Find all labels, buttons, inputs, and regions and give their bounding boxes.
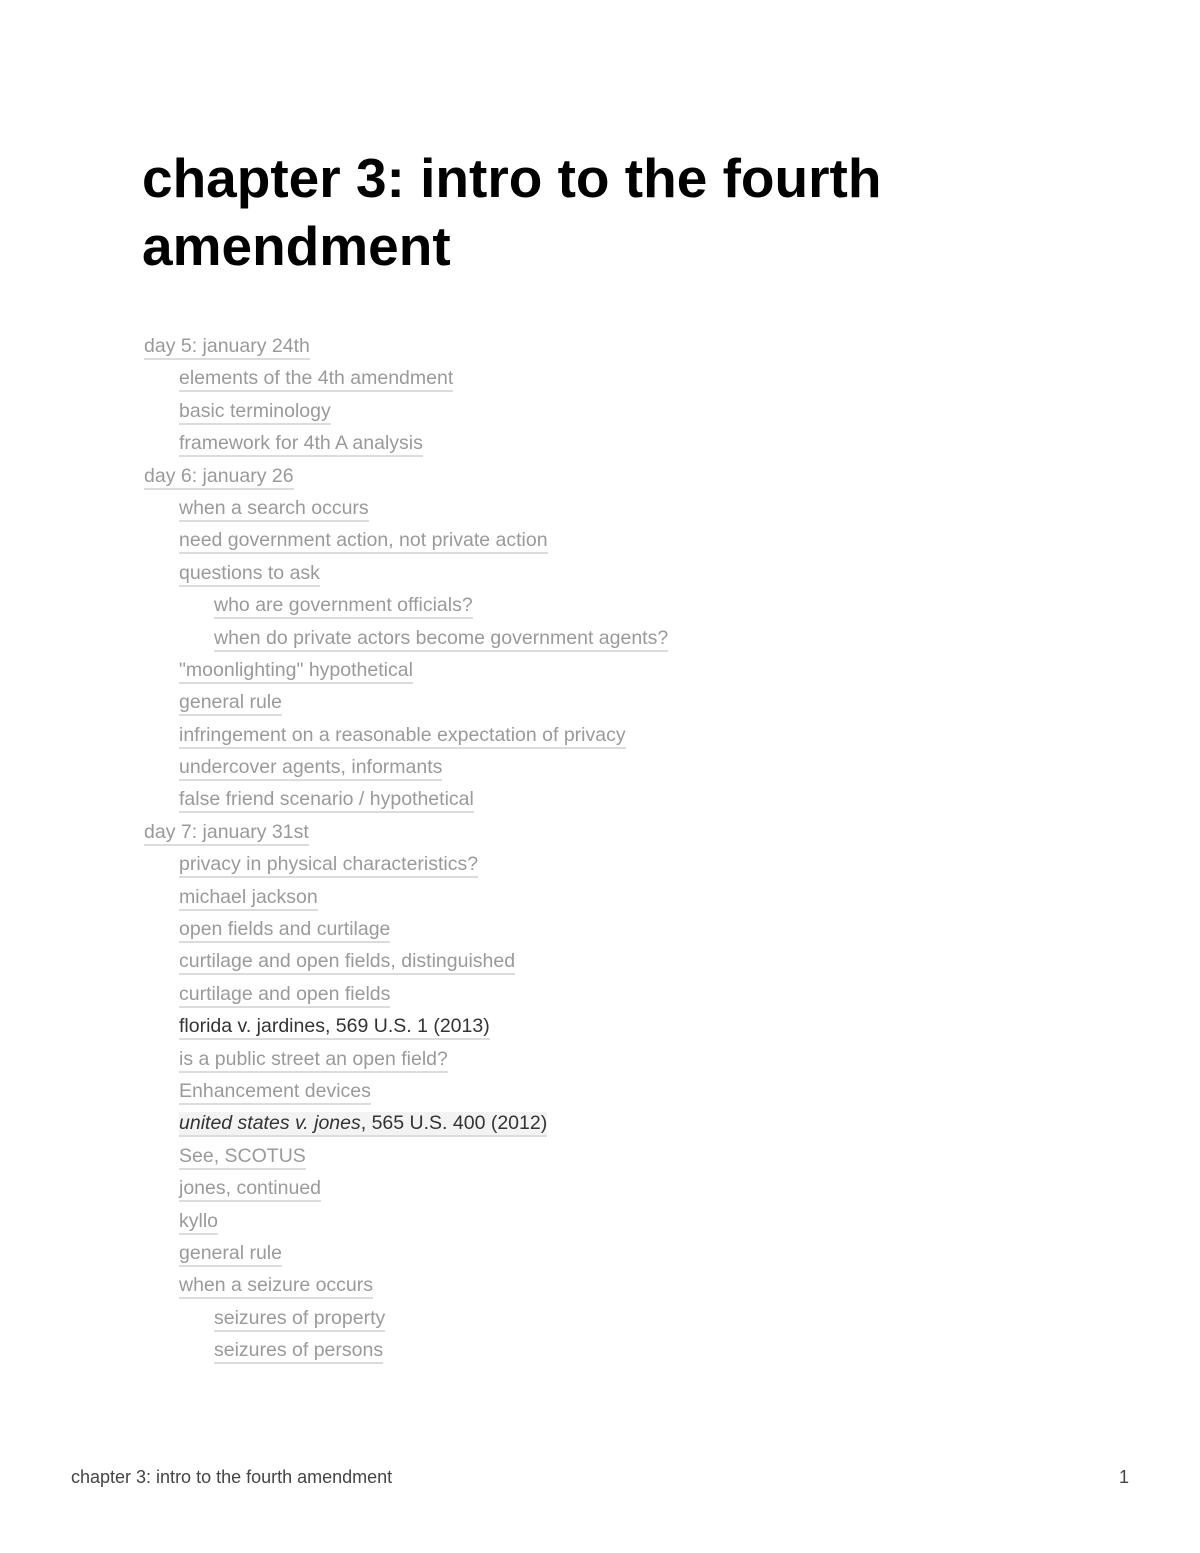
- toc-link-text: privacy in physical characteristics?: [179, 853, 479, 876]
- toc-link[interactable]: [179, 1145, 306, 1170]
- toc-entry: [144, 817, 1104, 849]
- toc-entry: [144, 720, 1104, 752]
- toc-entry: [144, 752, 1104, 784]
- toc-link[interactable]: [179, 367, 453, 392]
- toc-link[interactable]: [179, 562, 320, 587]
- toc-link[interactable]: [179, 432, 423, 457]
- toc-link-text: basic terminology: [179, 399, 331, 422]
- toc-link-text: framework for 4th A analysis: [179, 432, 423, 455]
- page-number: 1: [1118, 1467, 1129, 1487]
- toc-link-text: day 6: january 26: [144, 464, 294, 487]
- toc-entry: [144, 623, 1104, 655]
- toc-link[interactable]: [179, 918, 390, 943]
- toc-link[interactable]: [179, 1242, 282, 1267]
- toc-link[interactable]: [144, 821, 309, 846]
- toc-link-italic-text: united states v. jones: [179, 1112, 361, 1135]
- toc-link-text: seizures of property: [214, 1306, 386, 1329]
- toc-entry: [144, 1011, 1104, 1043]
- toc-entry: [144, 1206, 1104, 1238]
- toc-link-text: undercover agents, informants: [179, 756, 443, 779]
- toc-link-text: general rule: [179, 1241, 282, 1264]
- toc-link-text: curtilage and open fields, distinguished: [179, 950, 516, 973]
- toc-link[interactable]: [214, 1307, 385, 1332]
- toc-link[interactable]: [214, 594, 473, 619]
- toc-link-text: Enhancement devices: [179, 1079, 371, 1102]
- toc-link-text: infringement on a reasonable expectation of privacy: [179, 723, 626, 746]
- toc-entry: [144, 461, 1104, 493]
- toc-link-text: elements of the 4th amendment: [179, 367, 454, 390]
- toc-link-text: See, SCOTUS: [179, 1144, 306, 1167]
- toc-entry: [144, 428, 1104, 460]
- toc-link-text: need government action, not private action: [179, 529, 548, 552]
- toc-entry: [144, 1238, 1104, 1270]
- toc-entry: [144, 1141, 1104, 1173]
- toc-entry: [144, 1044, 1104, 1076]
- toc-entry: [144, 396, 1104, 428]
- toc-link[interactable]: [179, 691, 282, 716]
- toc-link[interactable]: [179, 950, 515, 975]
- toc-link[interactable]: [179, 1210, 218, 1235]
- footer-title: chapter 3: intro to the fourth amendment: [71, 1467, 393, 1487]
- toc-link[interactable]: [179, 1177, 321, 1202]
- toc-entry: [144, 784, 1104, 816]
- toc-link[interactable]: [179, 1048, 448, 1073]
- toc-entry: [144, 687, 1104, 719]
- toc-entry: [144, 1108, 1104, 1140]
- toc-link-text: open fields and curtilage: [179, 918, 391, 941]
- toc-link-text: "moonlighting" hypothetical: [179, 658, 413, 681]
- toc-entry: [144, 1076, 1104, 1108]
- toc-link-text: day 7: january 31st: [144, 820, 309, 843]
- toc-link[interactable]: [179, 724, 626, 749]
- toc-link-text: day 5: january 24th: [144, 335, 310, 357]
- toc-link-text: false friend scenario / hypothetical: [179, 788, 474, 811]
- toc-link[interactable]: [179, 853, 478, 878]
- toc-link[interactable]: [179, 400, 331, 425]
- toc-entry: [144, 363, 1104, 395]
- toc-entry: [144, 1335, 1104, 1367]
- toc-link[interactable]: [144, 335, 310, 360]
- toc-link-text: seizures of persons: [214, 1339, 384, 1362]
- toc-link[interactable]: [179, 886, 318, 911]
- toc-link[interactable]: [179, 659, 413, 684]
- toc-entry: [144, 331, 1104, 363]
- table-of-contents: [144, 331, 1104, 1368]
- toc-entry: [144, 946, 1104, 978]
- toc-link-text: florida v. jardines, 569 U.S. 1 (2013): [179, 1015, 490, 1038]
- toc-entry: [144, 882, 1104, 914]
- toc-link-text: when a search occurs: [179, 496, 369, 519]
- toc-link-text: , 565 U.S. 400 (2012): [360, 1112, 548, 1135]
- toc-link[interactable]: [179, 1274, 373, 1299]
- toc-link[interactable]: [179, 529, 548, 554]
- page-title: chapter 3: intro to the fourth amendment: [142, 147, 882, 277]
- toc-link-text: jones, continued: [179, 1177, 322, 1200]
- toc-link[interactable]: [179, 756, 442, 781]
- toc-entry: [144, 849, 1104, 881]
- toc-link-text: curtilage and open fields: [179, 982, 391, 1005]
- toc-link[interactable]: [214, 1339, 383, 1364]
- toc-link-text: kyllo: [179, 1209, 219, 1232]
- toc-entry: [144, 1173, 1104, 1205]
- toc-link-text: when do private actors become government agents?: [214, 626, 669, 649]
- toc-entry: [144, 590, 1104, 622]
- toc-link[interactable]: [179, 1080, 371, 1105]
- toc-link[interactable]: [179, 788, 474, 813]
- toc-link[interactable]: [179, 497, 369, 522]
- toc-link-text: is a public street an open field?: [179, 1047, 448, 1070]
- toc-link-text: general rule: [179, 691, 282, 714]
- toc-entry: [144, 525, 1104, 557]
- toc-link-text: who are government officials?: [214, 594, 473, 617]
- toc-link[interactable]: [179, 1015, 490, 1040]
- toc-entry: [144, 979, 1104, 1011]
- toc-link[interactable]: [179, 1112, 547, 1137]
- toc-entry: [144, 558, 1104, 590]
- toc-entry: [144, 914, 1104, 946]
- toc-link-text: michael jackson: [179, 885, 318, 908]
- toc-entry: [144, 1270, 1104, 1302]
- toc-link[interactable]: [214, 627, 668, 652]
- toc-link-text: questions to ask: [179, 561, 320, 584]
- toc-entry: [144, 493, 1104, 525]
- toc-link-text: when a seizure occurs: [179, 1274, 374, 1297]
- toc-link[interactable]: [179, 983, 390, 1008]
- toc-entry: [144, 655, 1104, 687]
- toc-link[interactable]: [144, 465, 294, 490]
- toc-entry: [144, 1303, 1104, 1335]
